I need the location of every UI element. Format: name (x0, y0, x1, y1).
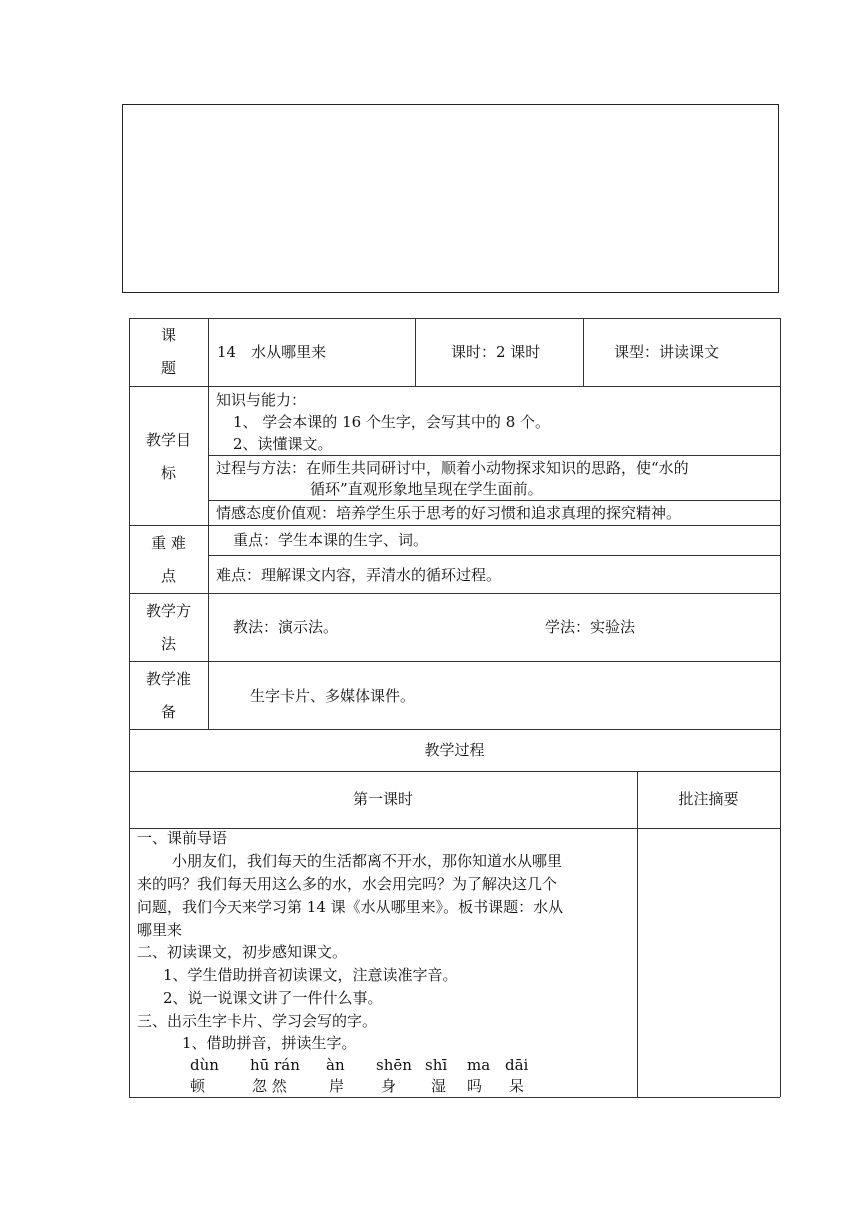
knowledge-title: 知识与能力： (216, 391, 307, 409)
prep-label-2: 备 (160, 703, 176, 721)
knowledge-item-1: 1、 学会本课的 16 个生字，会写其中的 8 个。 (233, 413, 551, 431)
empty-header-box (122, 104, 779, 293)
methods-label-1: 教学方 (145, 602, 191, 620)
body-line: 一、课前导语 (137, 829, 228, 847)
body-line: 小朋友们，我们每天的生活都离不开水，那你知道水从哪里 (172, 852, 563, 870)
character-item: 岸 (329, 1077, 345, 1095)
lesson-type: 课型：讲读课文 (614, 343, 720, 361)
body-line: 1、借助拼音，拼读生字。 (182, 1034, 357, 1052)
topic-label-2: 题 (160, 359, 176, 377)
process-method-line-2: 循环”直观形象地呈现在学生面前。 (310, 480, 543, 498)
methods-label-2: 法 (160, 635, 176, 653)
pinyin-item: shī (425, 1056, 448, 1074)
lesson-title: 14 水从哪里来 (217, 343, 327, 361)
character-item: 湿 (431, 1077, 447, 1095)
body-line: 三、出示生字卡片、学习会写的字。 (137, 1012, 378, 1030)
prep-label-1: 教学准 (145, 670, 191, 688)
process-method-line-1: 过程与方法：在师生共同研讨中，顺着小动物探求知识的思路，使“水的 (216, 459, 689, 477)
notes-header: 批注摘要 (678, 790, 739, 808)
pinyin-item: shēn (376, 1056, 412, 1074)
body-line: 来的吗？我们每天用这么多的水，水会用完吗？为了解决这几个 (137, 875, 558, 893)
body-line: 问题，我们今天来学习第 14 课《水从哪里来》。板书课题：水从 (137, 898, 564, 916)
key-point: 重点：学生本课的生字、词。 (233, 531, 429, 549)
pinyin-item: àn (326, 1056, 345, 1074)
lesson-header: 第一课时 (352, 790, 413, 808)
knowledge-item-2: 2、读懂课文。 (233, 435, 333, 453)
lesson-hours: 课时：2 课时 (451, 343, 541, 361)
pinyin-item: ma (467, 1056, 491, 1074)
character-item: 身 (381, 1077, 397, 1095)
body-line: 哪里来 (137, 921, 183, 939)
character-item: 吗 (467, 1077, 483, 1095)
keypoints-label-1: 重 难 (151, 534, 186, 552)
learning-method: 学法：实验法 (545, 618, 636, 636)
difficult-point: 难点：理解课文内容，弄清水的循环过程。 (216, 566, 502, 584)
character-item: 顿 (190, 1077, 206, 1095)
keypoints-label-2: 点 (160, 567, 176, 585)
objectives-label-1: 教学目 (145, 431, 191, 449)
body-line: 1、学生借助拼音初读课文，注意读准字音。 (163, 966, 458, 984)
character-item: 忽 然 (252, 1077, 287, 1095)
process-header: 教学过程 (424, 741, 485, 759)
emotion-goal: 情感态度价值观：培养学生乐于思考的好习惯和追求真理的探究精神。 (216, 504, 682, 522)
pinyin-item: hū rán (250, 1056, 300, 1074)
pinyin-item: dùn (190, 1056, 219, 1074)
prep-content: 生字卡片、多媒体课件。 (250, 687, 416, 705)
character-item: 呆 (509, 1077, 525, 1095)
objectives-label-2: 标 (160, 464, 176, 482)
topic-label-1: 课 (160, 326, 176, 344)
pinyin-item: dāi (505, 1056, 529, 1074)
body-line: 二、初读课文，初步感知课文。 (137, 943, 348, 961)
body-line: 2、说一说课文讲了一件什么事。 (163, 989, 383, 1007)
teaching-method: 教法：演示法。 (233, 618, 339, 636)
